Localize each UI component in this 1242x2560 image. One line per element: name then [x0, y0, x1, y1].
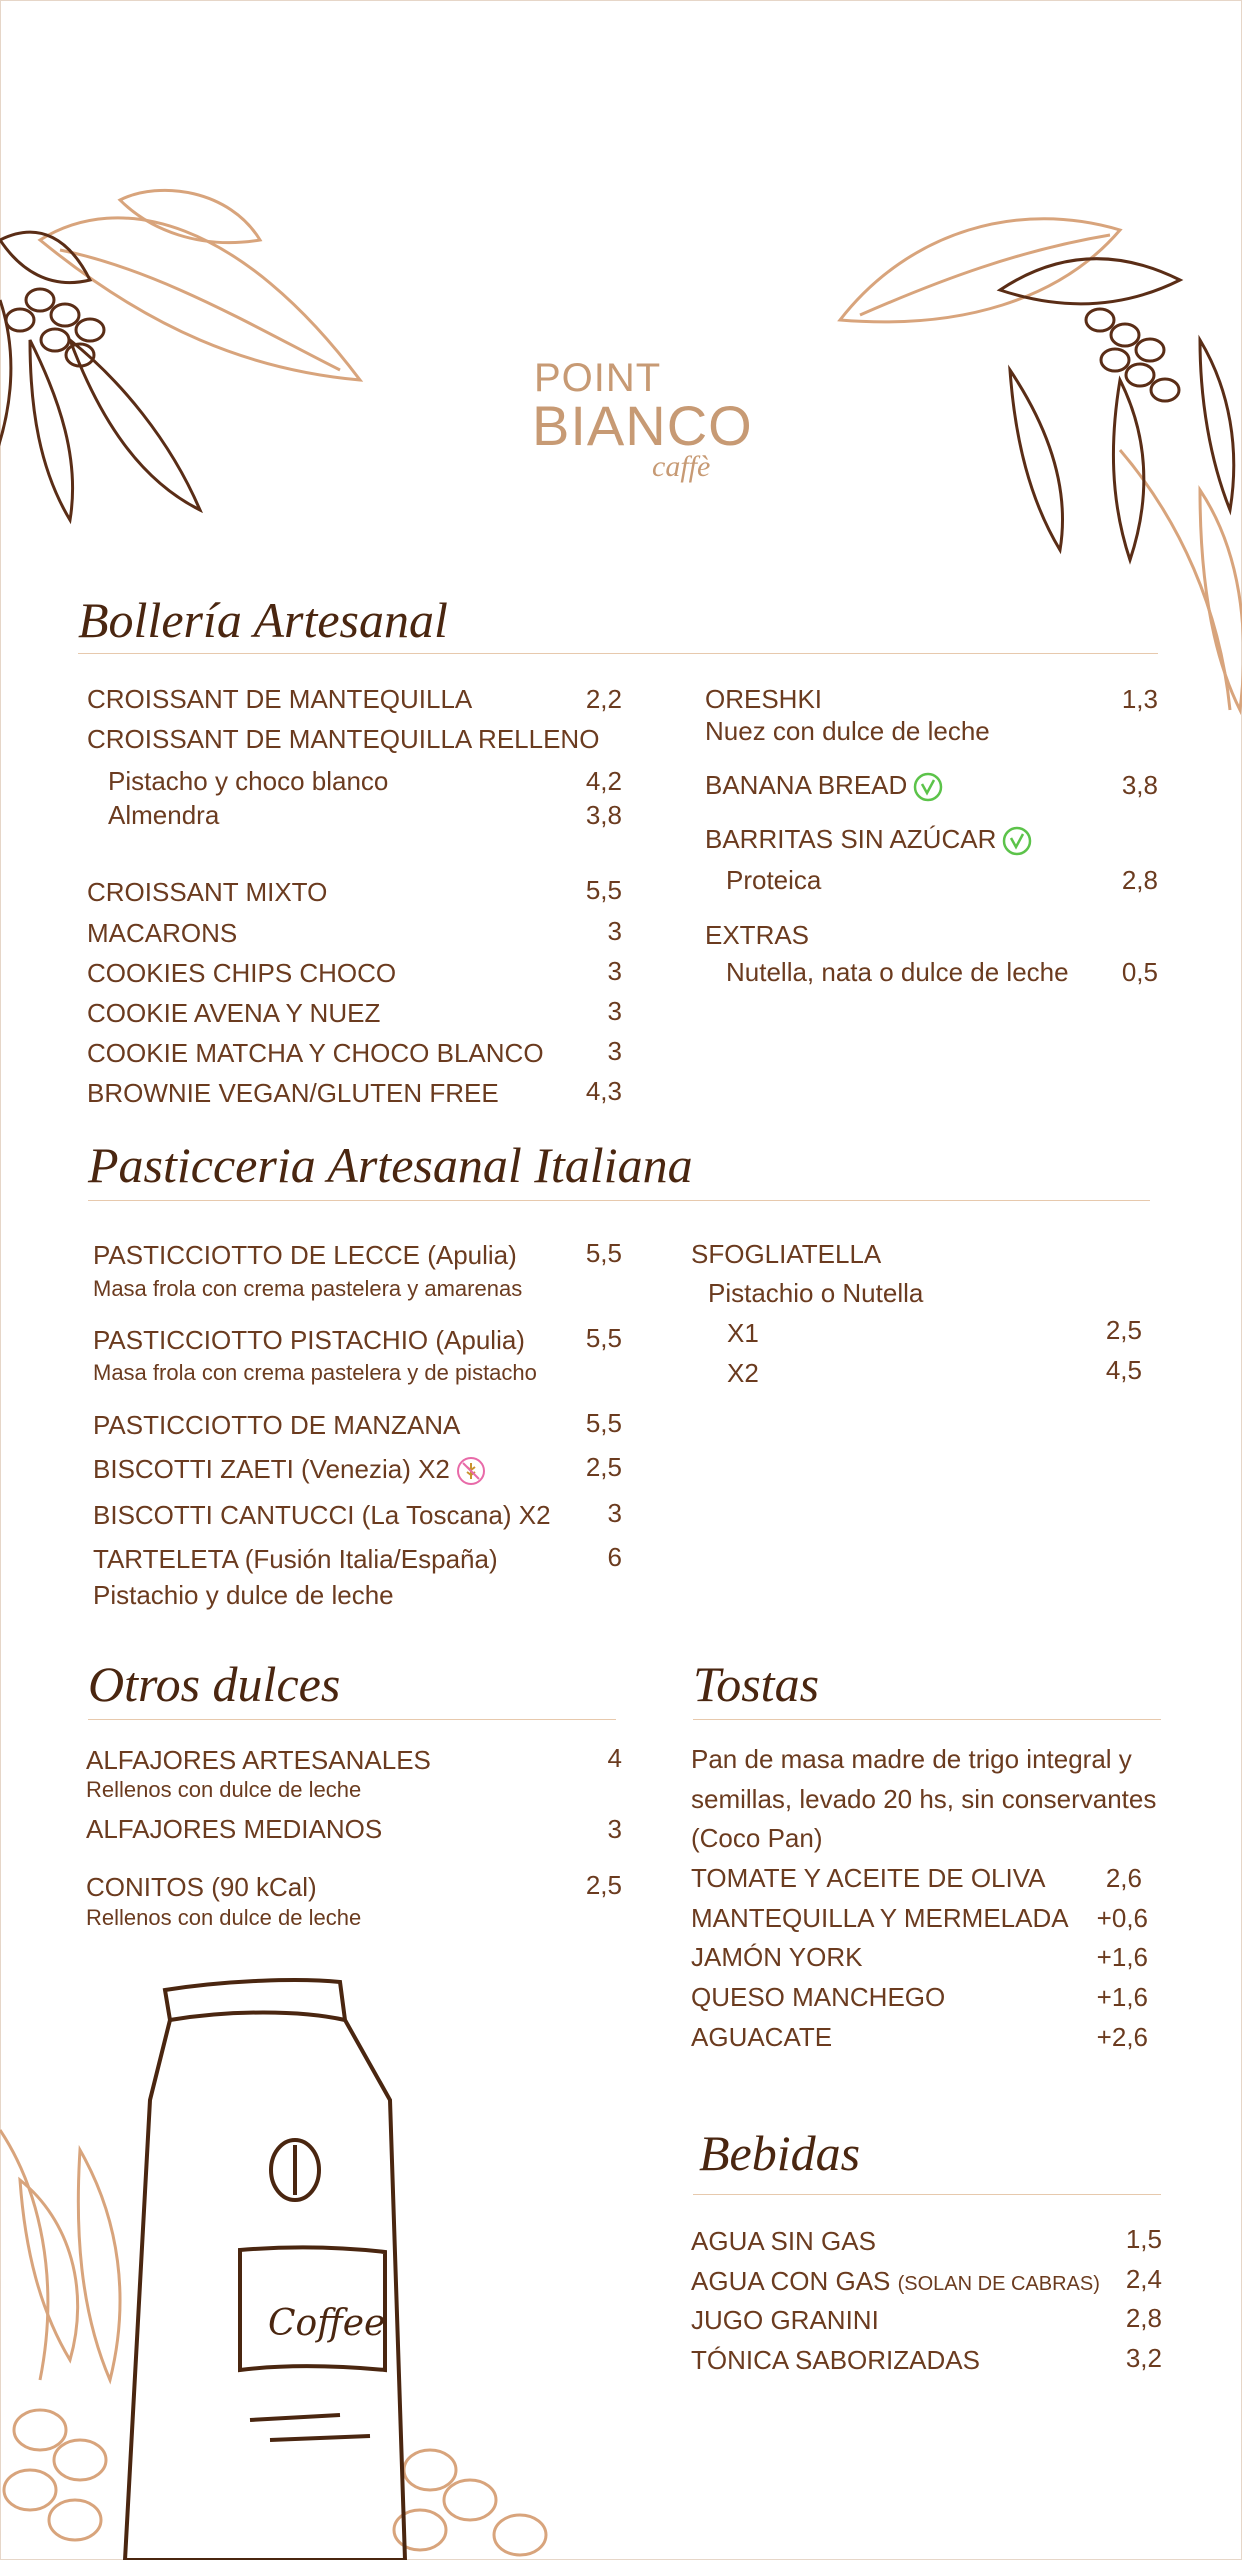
menu-item-price: 2,8 — [1125, 2303, 1162, 2333]
menu-item-price: 1,5 — [1125, 2224, 1162, 2254]
menu-item-price: 4,5 — [1105, 1355, 1142, 1385]
menu-item-name: Nutella, nata o dulce de leche — [726, 957, 1069, 987]
section-title-pasticceria: Pasticceria Artesanal Italiana — [88, 1137, 693, 1193]
menu-item-name: X2 — [727, 1358, 759, 1388]
menu-item-price: 3,2 — [1125, 2343, 1162, 2373]
section-title-bebidas: Bebidas — [699, 2125, 861, 2181]
menu-item-name: PASTICCIOTTO PISTACHIO (Apulia) — [93, 1325, 525, 1355]
section-divider — [88, 1719, 616, 1720]
menu-item-name: PASTICCIOTTO DE MANZANA — [93, 1410, 461, 1440]
menu-item-name: ALFAJORES MEDIANOS — [86, 1814, 383, 1844]
menu-item-name: TARTELETA (Fusión Italia/España) — [93, 1544, 498, 1574]
section-divider — [78, 653, 1158, 654]
menu-item-name: MACARONS — [87, 918, 238, 948]
menu-item-name: CONITOS (90 kCal) — [86, 1872, 317, 1902]
menu-item-name: ORESHKI — [705, 684, 823, 714]
menu-item-note: (SOLAN DE CABRAS) — [897, 2273, 1100, 2295]
menu-item-price: 3 — [607, 1498, 622, 1528]
menu-item-price: 1,3 — [1121, 684, 1158, 714]
logo-line-bianco: BIANCO — [532, 394, 753, 457]
menu-item-name — [691, 2265, 1100, 2300]
menu-item-price: 6 — [607, 1542, 622, 1572]
menu-item-name: ALFAJORES ARTESANALES — [86, 1745, 431, 1775]
menu-item-price: 5,5 — [585, 1238, 622, 1268]
menu-item-label: BANANA BREAD — [705, 770, 908, 800]
section-divider — [693, 2194, 1161, 2195]
menu-item-name: COOKIE AVENA Y NUEZ — [87, 998, 381, 1028]
section-title-tostas: Tostas — [693, 1656, 820, 1712]
gluten-free-icon — [456, 1456, 486, 1486]
menu-item-label: AGUA CON GAS — [691, 2266, 891, 2296]
section-divider — [693, 1719, 1161, 1720]
menu-item-name: JAMÓN YORK — [691, 1942, 863, 1972]
menu-item-name: Pistacho y choco blanco — [108, 766, 389, 796]
menu-item-price: 2,5 — [1105, 1315, 1142, 1345]
menu-item-label: BARRITAS SIN AZÚCAR — [705, 824, 997, 854]
menu-item-price: +1,6 — [1096, 1942, 1148, 1972]
menu-item-description: Pistachio y dulce de leche — [93, 1580, 394, 1610]
tostas-description: semillas, levado 20 hs, sin conservantes — [691, 1784, 1157, 1814]
coffee-bag-illustration — [0, 1960, 600, 2560]
menu-item-price: 3 — [607, 996, 622, 1026]
menu-item-name: AGUACATE — [691, 2022, 833, 2052]
menu-item-price: 3 — [607, 956, 622, 986]
menu-item-name: TOMATE Y ACEITE DE OLIVA — [691, 1863, 1046, 1893]
menu-item-name: BISCOTTI CANTUCCI (La Toscana) X2 — [93, 1500, 551, 1530]
menu-item-price: 4,3 — [585, 1076, 622, 1106]
menu-item-label: BISCOTTI ZAETI (Venezia) X2 — [93, 1454, 450, 1484]
coffee-branch-illustration-right — [820, 190, 1242, 730]
menu-item-name: BROWNIE VEGAN/GLUTEN FREE — [87, 1078, 499, 1108]
menu-item-name — [705, 769, 943, 802]
menu-item-name: EXTRAS — [705, 920, 810, 950]
menu-item-description: Nuez con dulce de leche — [705, 716, 990, 746]
section-title-otros-dulces: Otros dulces — [88, 1656, 341, 1712]
vegan-icon — [913, 772, 943, 802]
tostas-description: Pan de masa madre de trigo integral y — [691, 1744, 1132, 1774]
menu-item-description: Rellenos con dulce de leche — [86, 1905, 362, 1930]
vegan-icon — [1002, 826, 1032, 856]
menu-item-price: 2,6 — [1105, 1863, 1142, 1893]
menu-item-name: COOKIE MATCHA Y CHOCO BLANCO — [87, 1038, 544, 1068]
menu-item-price: +0,6 — [1096, 1903, 1148, 1933]
menu-item-price: 0,5 — [1121, 957, 1158, 987]
menu-item-name: AGUA SIN GAS — [691, 2226, 876, 2256]
menu-item-description: Rellenos con dulce de leche — [86, 1777, 362, 1802]
menu-item-name — [705, 823, 1032, 856]
menu-item-price: 5,5 — [585, 1408, 622, 1438]
menu-item-name: PASTICCIOTTO DE LECCE (Apulia) — [93, 1240, 517, 1270]
menu-item-price: 2,5 — [585, 1452, 622, 1482]
menu-item-name: X1 — [727, 1318, 759, 1348]
menu-item-price: 2,8 — [1121, 865, 1158, 895]
menu-item-name: Pistachio o Nutella — [708, 1278, 924, 1308]
menu-item-name: QUESO MANCHEGO — [691, 1982, 946, 2012]
menu-item-name: CROISSANT DE MANTEQUILLA — [87, 684, 473, 714]
menu-item-price: 4,2 — [585, 766, 622, 796]
coffee-bag-label: Coffee — [268, 2303, 386, 2344]
section-divider — [88, 1200, 1150, 1201]
menu-item-name: JUGO GRANINI — [691, 2305, 879, 2335]
logo-line-point: POINT — [534, 356, 662, 400]
menu-item-name: COOKIES CHIPS CHOCO — [87, 958, 397, 988]
menu-item-name: Almendra — [108, 800, 220, 830]
menu-item-price: 3 — [607, 1036, 622, 1066]
section-title-bolleria: Bollería Artesanal — [78, 592, 448, 648]
menu-item-name — [93, 1453, 486, 1486]
tostas-description: (Coco Pan) — [691, 1823, 823, 1853]
menu-item-price: 2,5 — [585, 1870, 622, 1900]
menu-item-name: SFOGLIATELLA — [691, 1239, 882, 1269]
menu-item-price: 3,8 — [585, 800, 622, 830]
menu-item-name: TÓNICA SABORIZADAS — [691, 2345, 980, 2375]
menu-item-price: 3 — [607, 916, 622, 946]
menu-item-name: Proteica — [726, 865, 822, 895]
menu-item-price: 4 — [607, 1743, 622, 1773]
menu-item-name: CROISSANT DE MANTEQUILLA RELLENO — [87, 724, 600, 754]
menu-item-price: 3,8 — [1121, 770, 1158, 800]
menu-item-price: 2,4 — [1125, 2264, 1162, 2294]
menu-item-description: Masa frola con crema pastelera y amarenas — [93, 1276, 523, 1301]
menu-item-name: MANTEQUILLA Y MERMELADA — [691, 1903, 1069, 1933]
menu-item-price: +1,6 — [1096, 1982, 1148, 2012]
logo-line-caffe: caffè — [652, 450, 711, 483]
menu-item-description: Masa frola con crema pastelera y de pistacho — [93, 1360, 537, 1385]
menu-item-price: 2,2 — [585, 684, 622, 714]
menu-item-name: CROISSANT MIXTO — [87, 877, 328, 907]
coffee-branch-illustration-left — [0, 180, 380, 560]
menu-item-price: +2,6 — [1096, 2022, 1148, 2052]
menu-item-price: 5,5 — [585, 875, 622, 905]
menu-item-price: 5,5 — [585, 1323, 622, 1353]
menu-item-price: 3 — [607, 1814, 622, 1844]
